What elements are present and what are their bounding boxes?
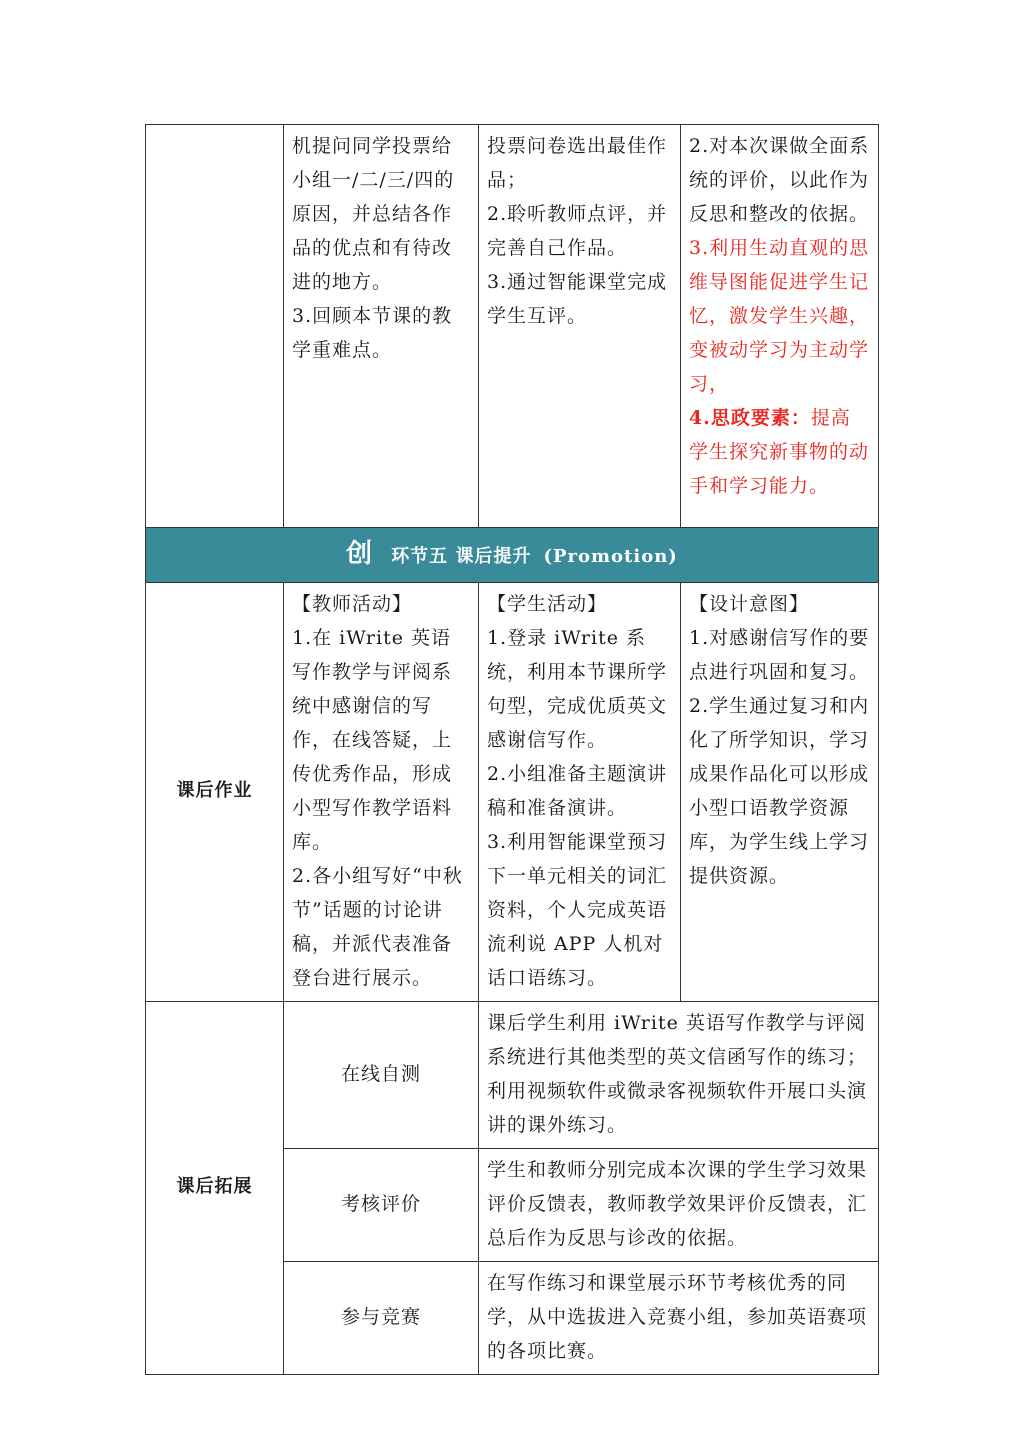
extension-item-name: 参与竞赛 [284,1262,479,1375]
red-note: 3.利用生动直观的思维导图能促进学生记忆，激发学生兴趣，变被动学习为主动学习， [689,237,870,395]
homework-label: 课后作业 [146,583,284,1002]
top-continuation-row [146,125,879,528]
homework-row [146,583,879,1002]
extension-label: 课后拓展 [146,1002,284,1375]
extension-item-name: 考核评价 [284,1149,479,1262]
empty-label-cell [146,125,284,528]
extension-row-online [146,1002,879,1149]
homework-teacher-cell: 【教师活动】 1.在 iWrite 英语写作教学与评阅系统中感谢信的写作，在线答疑，上传优秀作品，形成小型写作教学语料库。 2.各小组写好“中秋节”话题的讨论讲稿，并派代表准备登台进行展示。 [284,583,479,1002]
extension-item-name: 在线自测 [284,1002,479,1149]
extension-item-desc: 在写作练习和课堂展示环节考核优秀的同学，从中选拔进入竞赛小组，参加英语赛项的各项比赛。 [479,1262,879,1375]
extension-item-desc: 学生和教师分别完成本次课的学生学习效果评价反馈表，教师教学效果评价反馈表，汇总后作为反思与诊改的依据。 [479,1149,879,1262]
extension-item-desc: 课后学生利用 iWrite 英语写作教学与评阅系统进行其他类型的英文信函写作的练习；利用视频软件或微录客视频软件开展口头演讲的课外练习。 [479,1002,879,1149]
teacher-activity-cell: 机提问同学投票给小组一/二/三/四的原因，并总结各作品的优点和有待改进的地方。 3.回顾本节课的教学重难点。 [284,125,479,528]
student-activity-cell: 投票问卷选出最佳作品； 2.聆听教师点评，并完善自己作品。 3.通过智能课堂完成学生互评。 [479,125,681,528]
ideology-label: 4.思政要素： [689,407,811,429]
homework-design-cell: 【设计意图】 1.对感谢信写作的要点进行巩固和复习。 2.学生通过复习和内化了所学知识，学习成果作品化可以形成小型口语教学资源库，为学生线上学习提供资源。 [681,583,879,1002]
lesson-plan-table [145,124,879,1375]
lesson-plan-page [145,124,878,1375]
design-intent-cell: 2.对本次课做全面系统的评价，以此作为反思和整改的依据。 3.利用生动直观的思维导图能促进学生记忆，激发学生兴趣，变被动学习为主动学习， 4.思政要素：提高学生探究新事物的动手和学习能力。 [681,125,879,528]
section-banner: 创 环节五 课后提升 (Promotion) [146,528,879,583]
homework-student-cell: 【学生活动】 1.登录 iWrite 系统，利用本节课所学句型，完成优质英文感谢信写作。 2.小组准备主题演讲稿和准备演讲。 3.利用智能课堂预习下一单元相关的词汇资料，个人完成英语流利说 APP 人机对话口语练习。 [479,583,681,1002]
section-banner-row [146,528,879,583]
